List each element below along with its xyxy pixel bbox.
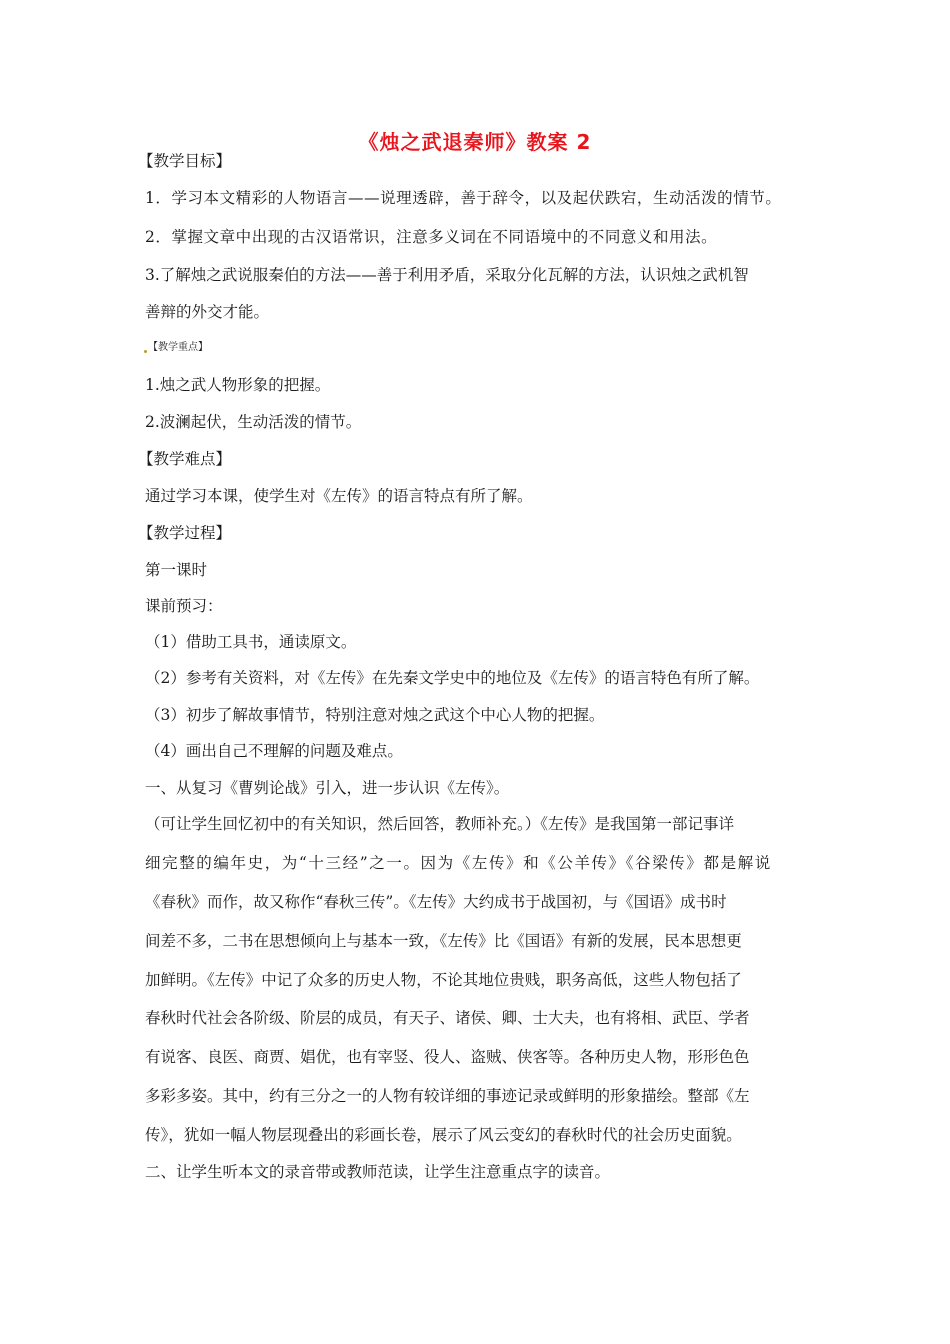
step-1: 一、从复习《曹刿论战》引入，进一步认识《左传》。 xyxy=(145,779,510,797)
difficulty-item-1: 通过学习本课，使学生对《左传》的语言特点有所了解。 xyxy=(145,487,533,505)
paragraph-line-3: 《春秋》而作，故又称作“春秋三传”。《左传》大约成书于战国初，与《国语》成书时 xyxy=(145,893,727,911)
paragraph-line-6: 春秋时代社会各阶级、阶层的成员，有天子、诸侯、卿、士大夫，也有将相、武臣、学者 xyxy=(145,1009,750,1027)
key-point-1: 1.烛之武人物形象的把握。 xyxy=(145,376,331,394)
preview-label: 课前预习： xyxy=(145,597,223,615)
paragraph-line-4: 间差不多，二书在思想倾向上与基本一致，《左传》比《国语》有新的发展，民本思想更 xyxy=(145,932,742,950)
step-2: 二、让学生听本文的录音带或教师范读，让学生注意重点字的读音。 xyxy=(145,1163,611,1181)
paragraph-line-7: 有说客、良医、商贾、娼优，也有宰竖、役人、盗贼、侠客等。各种历史人物，形形色色 xyxy=(145,1048,750,1066)
paragraph-line-1: （可让学生回忆初中的有关知识，然后回答，教师补充。）《左传》是我国第一部记事详 xyxy=(145,815,735,833)
goal-item-3-line-1: 3.了解烛之武说服秦伯的方法——善于利用矛盾，采取分化瓦解的方法，认识烛之武机智 xyxy=(145,266,749,284)
goal-item-2: 2．掌握文章中出现的古汉语常识，注意多义词在不同语境中的不同意义和用法。 xyxy=(145,228,718,246)
document-title: 《烛之武退秦师》教案 2 xyxy=(358,130,592,154)
goals-heading: 【教学目标】 xyxy=(138,152,232,170)
key-point-2: 2.波澜起伏，生动活泼的情节。 xyxy=(145,413,362,431)
goal-item-1: 1．学习本文精彩的人物语言——说理透辟，善于辞令，以及起伏跌宕，生动活泼的情节。 xyxy=(145,189,782,207)
goal-item-3-line-2: 善辩的外交才能。 xyxy=(145,303,270,321)
paragraph-line-2: 细完整的编年史，为“十三经”之一。因为《左传》和《公羊传》《谷梁传》都是解说 xyxy=(145,854,772,872)
preview-item-3: （3）初步了解故事情节，特别注意对烛之武这个中心人物的把握。 xyxy=(145,706,605,724)
paragraph-line-9: 传》，犹如一幅人物层现叠出的彩画长卷，展示了风云变幻的春秋时代的社会历史面貌。 xyxy=(145,1126,742,1144)
difficulty-heading: 【教学难点】 xyxy=(138,450,232,468)
preview-item-4: （4）画出自己不理解的问题及难点。 xyxy=(145,742,403,760)
paragraph-line-8: 多彩多姿。其中，约有三分之一的人物有较详细的事迹记录或鲜明的形象描绘。整部《左 xyxy=(145,1087,750,1105)
preview-item-2: （2）参考有关资料，对《左传》在先秦文学史中的地位及《左传》的语言特色有所了解。 xyxy=(145,669,760,687)
process-heading: 【教学过程】 xyxy=(138,524,232,542)
marker-dot xyxy=(144,350,147,353)
key-points-heading: 【教学重点】 xyxy=(148,342,208,353)
lesson-1-label: 第一课时 xyxy=(145,561,208,579)
preview-item-1: （1）借助工具书，通读原文。 xyxy=(145,633,357,651)
paragraph-line-5: 加鲜明。《左传》中记了众多的历史人物，不论其地位贵贱，职务高低，这些人物包括了 xyxy=(145,971,742,989)
